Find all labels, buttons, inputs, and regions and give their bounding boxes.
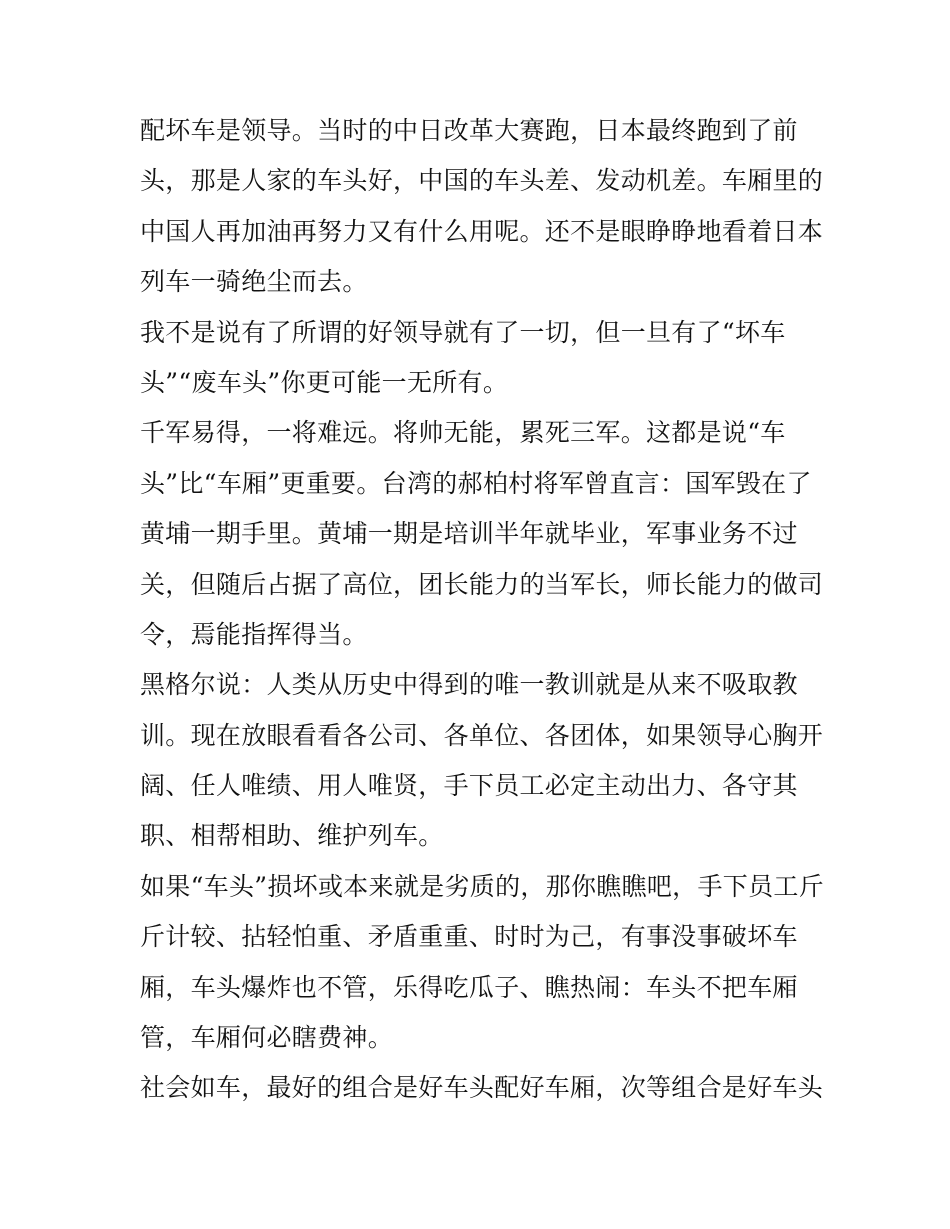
text-line: 社会如车，最好的组合是好车头配好车厢，次等组合是好车头 (140, 1073, 824, 1103)
text-line: 黄埔一期手里。黄埔一期是培训半年就毕业，军事业务不过 (140, 519, 798, 549)
text-line: 黑格尔说：人类从历史中得到的唯一教训就是从来不吸取教 (140, 670, 798, 700)
text-line: 如果“车头”损坏或本来就是劣质的，那你瞧瞧吧，手下员工斤 (140, 871, 824, 901)
text-line: 头”“废车头”你更可能一无所有。 (140, 367, 509, 397)
text-line: 我不是说有了所谓的好领导就有了一切，但一旦有了“坏车 (140, 317, 786, 347)
text-line: 千军易得，一将难远。将帅无能，累死三军。这都是说“车 (140, 418, 786, 448)
text-line: 配坏车是领导。当时的中日改革大赛跑，日本最终跑到了前 (140, 116, 798, 145)
text-line: 训。现在放眼看看各公司、各单位、各团体，如果领导心胸开 (140, 720, 824, 750)
body-text (140, 106, 824, 1114)
text-line: 头”比“车厢”更重要。台湾的郝柏村将军曾直言：国军毁在了 (140, 468, 812, 498)
text-line: 管，车厢何必瞎费神。 (140, 1023, 394, 1053)
text-line: 令，焉能指挥得当。 (140, 619, 368, 649)
text-line: 关，但随后占据了高位，团长能力的当军长，师长能力的做司 (140, 569, 824, 599)
text-line: 阔、任人唯绩、用人唯贤，手下员工必定主动出力、各守其 (140, 771, 798, 801)
text-line: 斤计较、拈轻怕重、矛盾重重、时时为己，有事没事破坏车 (140, 922, 798, 952)
text-line: 头，那是人家的车头好，中国的车头差、发动机差。车厢里的 (140, 166, 824, 196)
text-line: 厢，车头爆炸也不管，乐得吃瓜子、瞧热闹：车头不把车厢 (140, 972, 798, 1002)
text-line: 列车一骑绝尘而去。 (140, 267, 368, 297)
text-line: 中国人再加油再努力又有什么用呢。还不是眼睁睁地看着日本 (140, 216, 824, 246)
text-line: 职、相帮相助、维护列车。 (140, 821, 444, 851)
